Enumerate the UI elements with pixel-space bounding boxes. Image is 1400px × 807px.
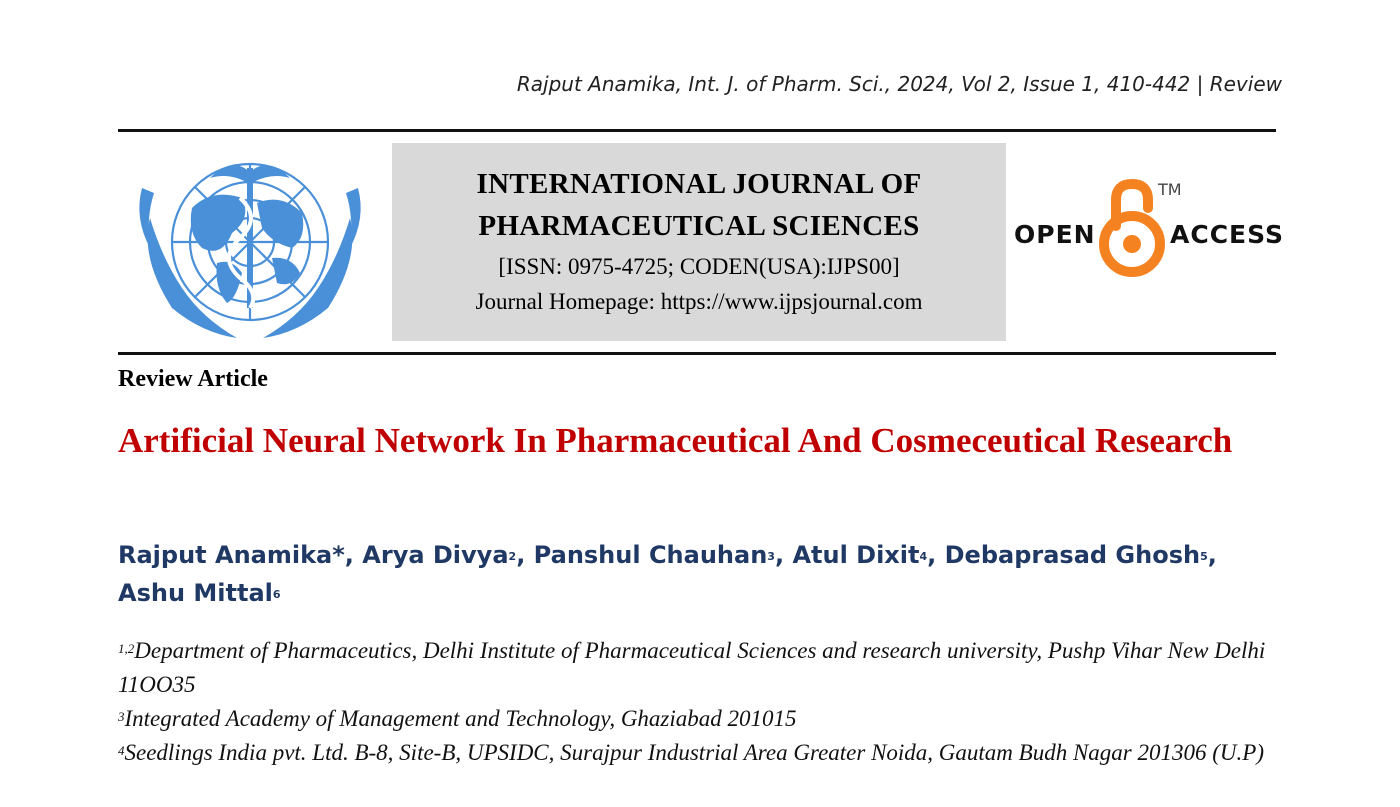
affiliation-item [118,634,1278,702]
author-sup: 2 [508,550,517,563]
affiliation-sup: 4 [118,743,125,758]
article-title: Artificial Neural Network In Pharmaceutical And Cosmeceutical Research [118,421,1233,460]
author-sup: 5 [1200,550,1208,563]
affiliation-item [118,702,1278,736]
author-name: Panshul Chauhan [533,541,768,569]
author-name: Rajput Anamika* [118,541,345,569]
author-list: Rajput Anamika*, Arya Divya$^2$, Panshul Chauhan$^3$, Atul Dixit$^4$, Debaprasad Ghosh$^5$, Ashu Mittal$^6$ [118,541,1217,607]
author-name: Arya Divya [362,541,509,569]
journal-homepage[interactable]: Journal Homepage: https://www.ijpsjournal.com [475,289,923,314]
trademark-mark: TM [1158,180,1182,199]
un-emblem-icon [132,148,368,344]
affiliation-text: Seedlings India pvt. Ltd. B-8, Site-B, UPSIDC, Surajpur Industrial Area Greater Noida, Gautam Budh Nagar 201306 (U.P) [124,740,1264,765]
affiliation-text: Integrated Academy of Management and Technology, Ghaziabad 201015 [124,706,797,731]
journal-name-line2: PHARMACEUTICAL SCIENCES [478,210,920,242]
top-rule [118,129,1276,132]
author-sup: 4 [919,550,928,563]
author-name: Debaprasad Ghosh [944,541,1201,569]
journal-issn: [ISSN: 0975-4725; CODEN(USA):IJPS00] [498,254,900,279]
bottom-rule [118,352,1276,355]
journal-name-line1: INTERNATIONAL JOURNAL OF [476,168,922,200]
running-header: Rajput Anamika, Int. J. of Pharm. Sci., 2024, Vol 2, Issue 1, 410-442 | Review [516,72,1282,96]
affiliation-item [118,736,1278,770]
open-access-logo [1012,178,1285,280]
author-name: Atul Dixit [792,541,920,569]
author-sup: 3 [767,550,775,563]
open-word: OPEN [1014,220,1096,249]
affiliation-sup: 1,2 [118,641,135,656]
author-sup: 6 [272,588,281,601]
affiliation-list [118,634,1278,770]
access-word: ACCESS [1170,220,1285,249]
affiliation-sup: 3 [118,709,125,724]
author-name: Ashu Mittal [118,579,273,607]
open-lock-icon [1098,178,1166,280]
article-type: Review Article [118,366,268,392]
affiliation-text: Department of Pharmaceutics, Delhi Institute of Pharmaceutical Sciences and research university, Pushp Vihar New Delhi 11OO35 [118,638,1266,697]
journal-banner [392,143,1006,341]
